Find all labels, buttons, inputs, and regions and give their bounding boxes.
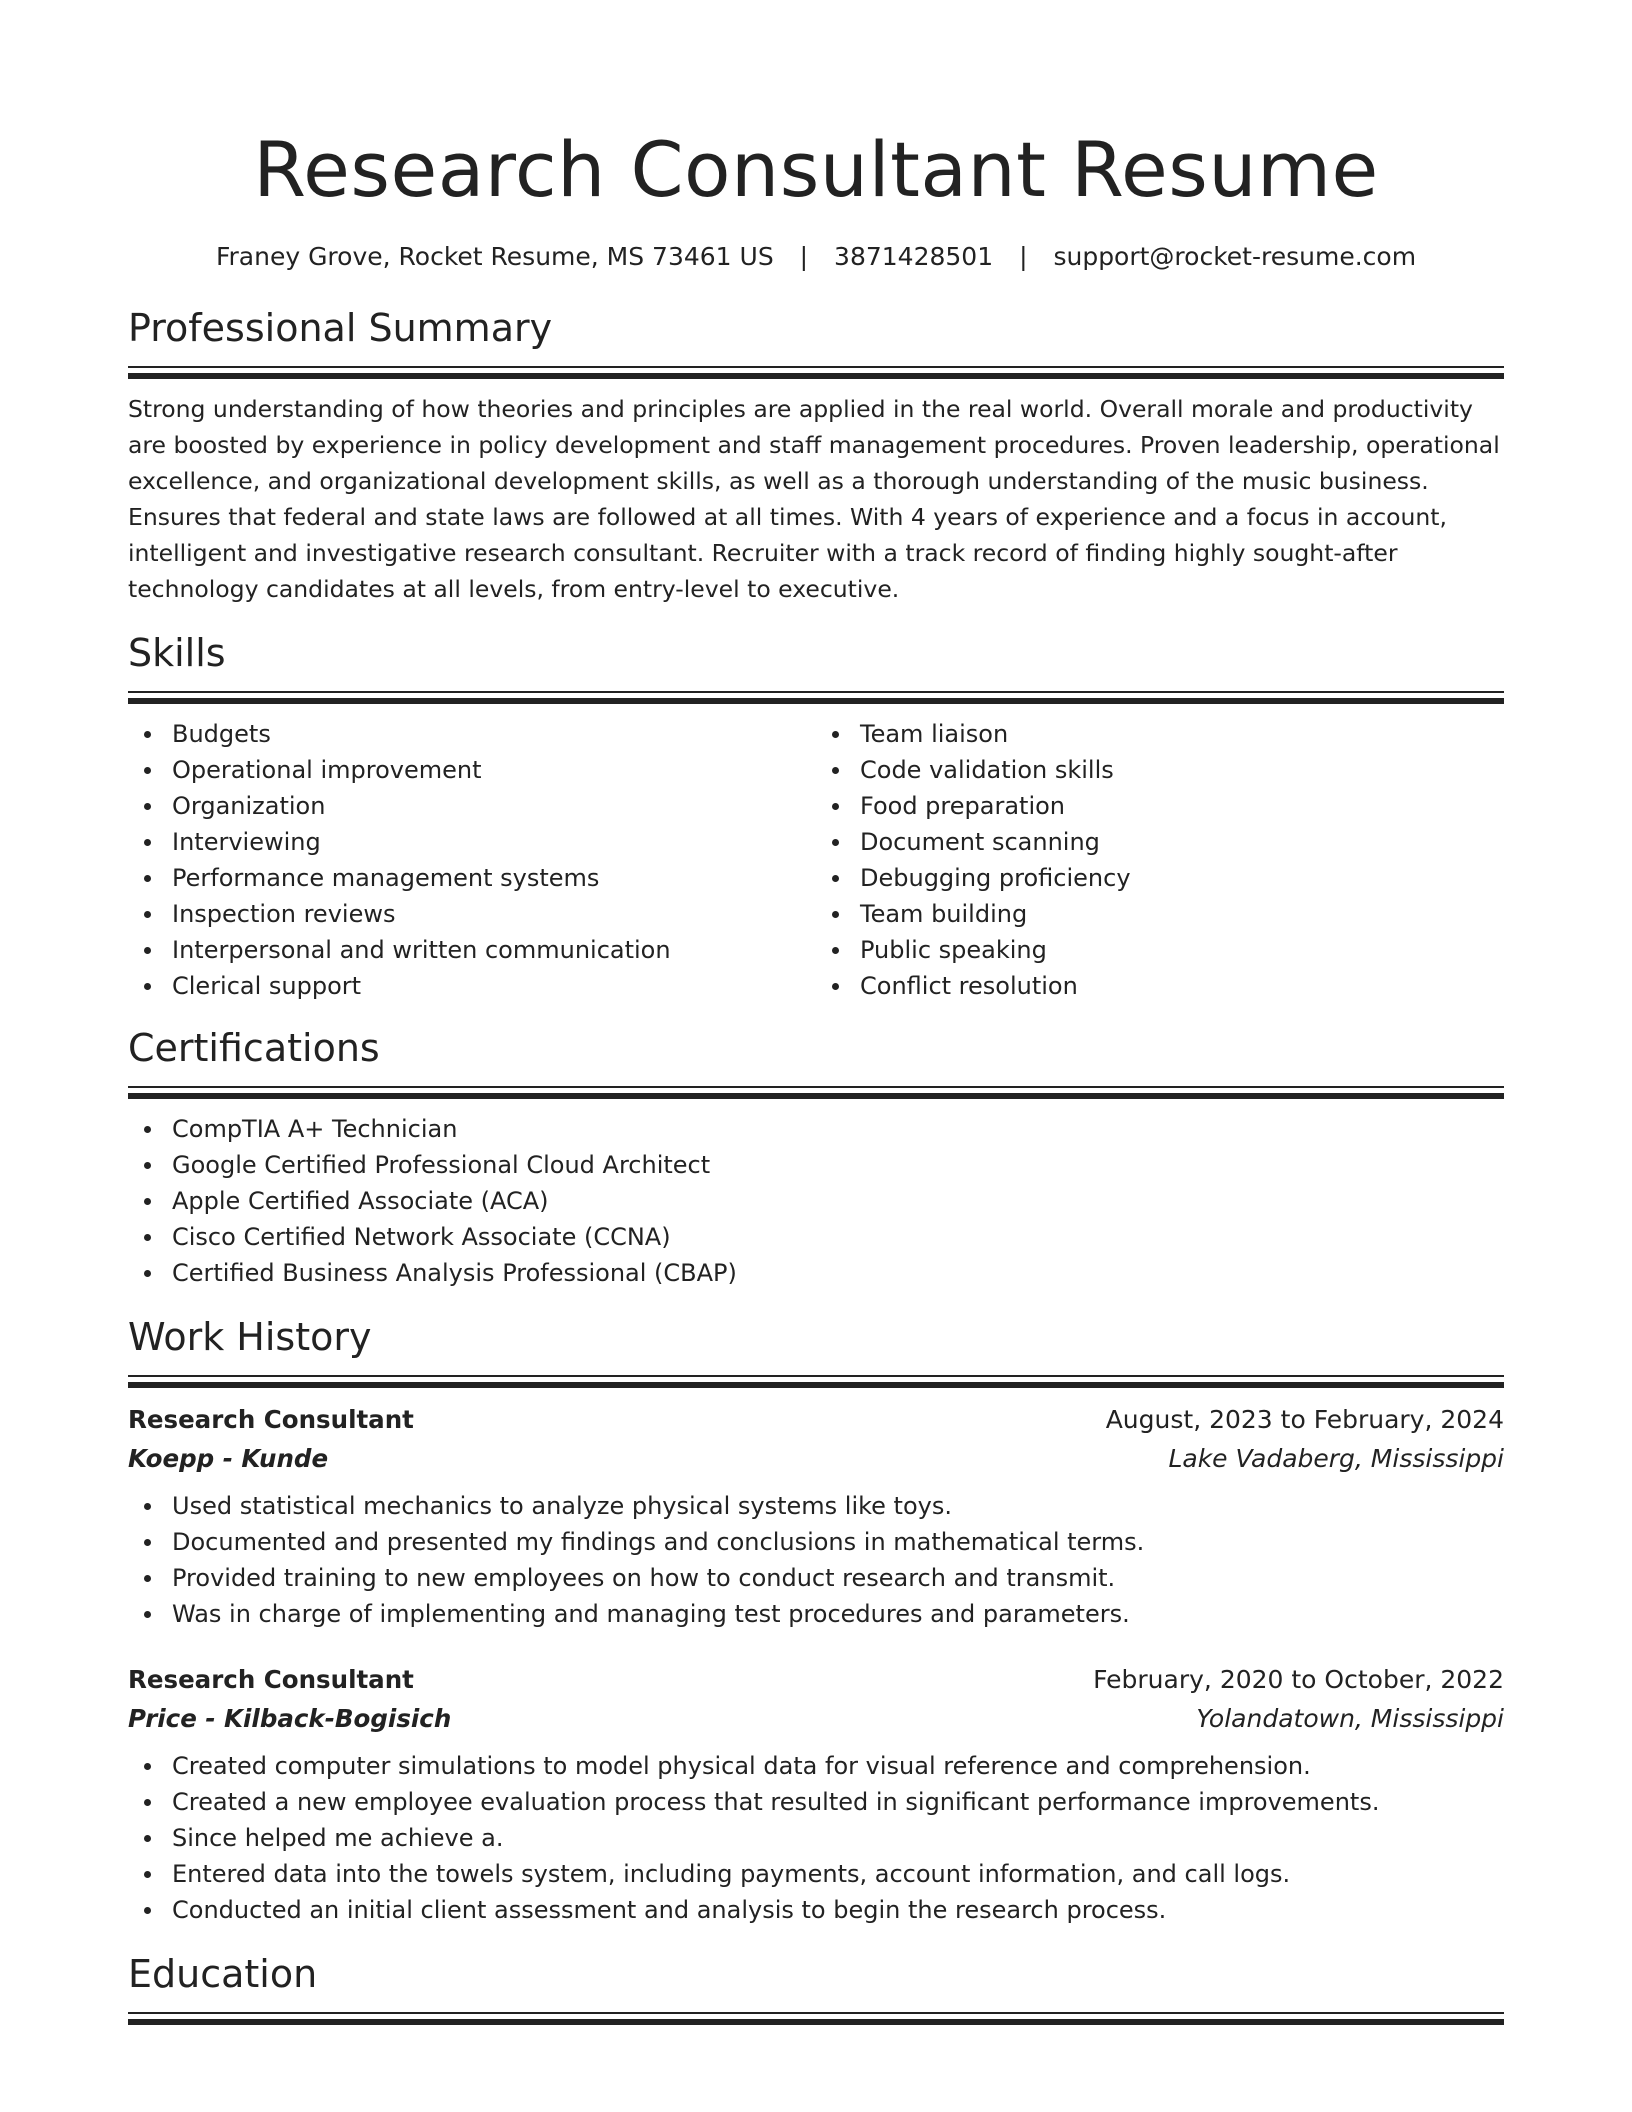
section-heading: Work History xyxy=(128,1315,372,1359)
certification-item: CompTIA A+ Technician xyxy=(128,1111,1504,1147)
skills-section xyxy=(128,629,1504,1004)
job-bullets xyxy=(128,1748,1504,1928)
certification-item: Google Certified Professional Cloud Architect xyxy=(128,1147,1504,1183)
skill-item: Debugging proficiency xyxy=(816,860,1504,896)
skills-list-right xyxy=(816,716,1504,1004)
skill-item: Inspection reviews xyxy=(128,896,816,932)
job-bullet: Conducted an initial client assessment and analysis to begin the research process. xyxy=(128,1892,1504,1928)
summary-section xyxy=(128,304,1504,607)
job-header xyxy=(128,1660,1504,1700)
job-location: Lake Vadaberg, Mississippi xyxy=(1168,1444,1504,1473)
certifications-list xyxy=(128,1111,1504,1291)
job-entry xyxy=(128,1400,1504,1632)
job-bullet: Documented and presented my findings and conclusions in mathematical terms. xyxy=(128,1524,1504,1560)
job-location: Yolandatown, Mississippi xyxy=(1196,1704,1504,1733)
skill-item: Team liaison xyxy=(816,716,1504,752)
job-dates: February, 2020 to October, 2022 xyxy=(1093,1665,1504,1694)
skill-item: Clerical support xyxy=(128,968,816,1004)
job-title: Research Consultant xyxy=(128,1405,414,1434)
skill-item: Budgets xyxy=(128,716,816,752)
certification-item: Cisco Certified Network Associate (CCNA) xyxy=(128,1219,1504,1255)
work-history-section xyxy=(128,1313,1504,1928)
job-company: Price - Kilback-Bogisich xyxy=(128,1704,452,1733)
skill-item: Document scanning xyxy=(816,824,1504,860)
job-bullet: Since helped me achieve a. xyxy=(128,1820,1504,1856)
contact-separator: | xyxy=(799,242,809,271)
section-heading: Education xyxy=(128,1952,318,1996)
contact-address: Franey Grove, Rocket Resume, MS 73461 US xyxy=(215,242,774,271)
section-rule xyxy=(128,691,1504,704)
section-rule xyxy=(128,2012,1504,2025)
job-bullet: Created a new employee evaluation process that resulted in significant performance improvements. xyxy=(128,1784,1504,1820)
skills-columns xyxy=(128,716,1504,1004)
skill-item: Operational improvement xyxy=(128,752,816,788)
job-subheader xyxy=(128,1440,1504,1478)
job-bullet: Was in charge of implementing and managing test procedures and parameters. xyxy=(128,1596,1504,1632)
job-subheader xyxy=(128,1700,1504,1738)
skill-item: Conflict resolution xyxy=(816,968,1504,1004)
contact-phone: 3871428501 xyxy=(834,242,994,271)
contact-email: support@rocket-resume.com xyxy=(1053,242,1417,271)
section-heading: Certifications xyxy=(128,1026,380,1070)
certification-item: Apple Certified Associate (ACA) xyxy=(128,1183,1504,1219)
job-company: Koepp - Kunde xyxy=(128,1444,329,1473)
section-rule xyxy=(128,1375,1504,1388)
job-bullet: Created computer simulations to model physical data for visual reference and comprehension. xyxy=(128,1748,1504,1784)
resume-title: Research Consultant Resume xyxy=(253,125,1379,214)
summary-text: Strong understanding of how theories and principles are applied in the real world. Overall morale and productivity are boosted by experience in policy development and staff management procedures. Proven leadership, operational excellence, and organizational development skills, as well as a thorough understanding of the music business. Ensures that federal and state laws are followed at all times. With 4 years of experience and a focus in account, intelligent and investigative research consultant. Recruiter with a track record of finding highly sought-after technology candidates at all levels, from entry-level to executive. xyxy=(128,395,1500,603)
skill-item: Public speaking xyxy=(816,932,1504,968)
skill-item: Team building xyxy=(816,896,1504,932)
job-title: Research Consultant xyxy=(128,1665,414,1694)
job-header xyxy=(128,1400,1504,1440)
job-entry xyxy=(128,1660,1504,1928)
certification-item: Certified Business Analysis Professional (CBAP) xyxy=(128,1255,1504,1291)
skill-item: Interpersonal and written communication xyxy=(128,932,816,968)
skill-item: Food preparation xyxy=(816,788,1504,824)
skills-list-left xyxy=(128,716,816,1004)
contact-separator: | xyxy=(1019,242,1028,271)
certifications-section xyxy=(128,1024,1504,1291)
job-bullet: Provided training to new employees on how to conduct research and transmit. xyxy=(128,1560,1504,1596)
skill-item: Code validation skills xyxy=(816,752,1504,788)
section-rule xyxy=(128,366,1504,379)
section-rule xyxy=(128,1086,1504,1099)
contact-line xyxy=(128,242,1504,272)
skill-item: Interviewing xyxy=(128,824,816,860)
education-section xyxy=(128,1950,1504,2025)
section-heading: Skills xyxy=(128,631,226,675)
skill-item: Performance management systems xyxy=(128,860,816,896)
job-dates: August, 2023 to February, 2024 xyxy=(1105,1405,1504,1434)
job-bullet: Used statistical mechanics to analyze physical systems like toys. xyxy=(128,1488,1504,1524)
job-bullet: Entered data into the towels system, including payments, account information, and call logs. xyxy=(128,1856,1504,1892)
job-bullets xyxy=(128,1488,1504,1632)
section-heading: Professional Summary xyxy=(128,306,553,350)
skill-item: Organization xyxy=(128,788,816,824)
